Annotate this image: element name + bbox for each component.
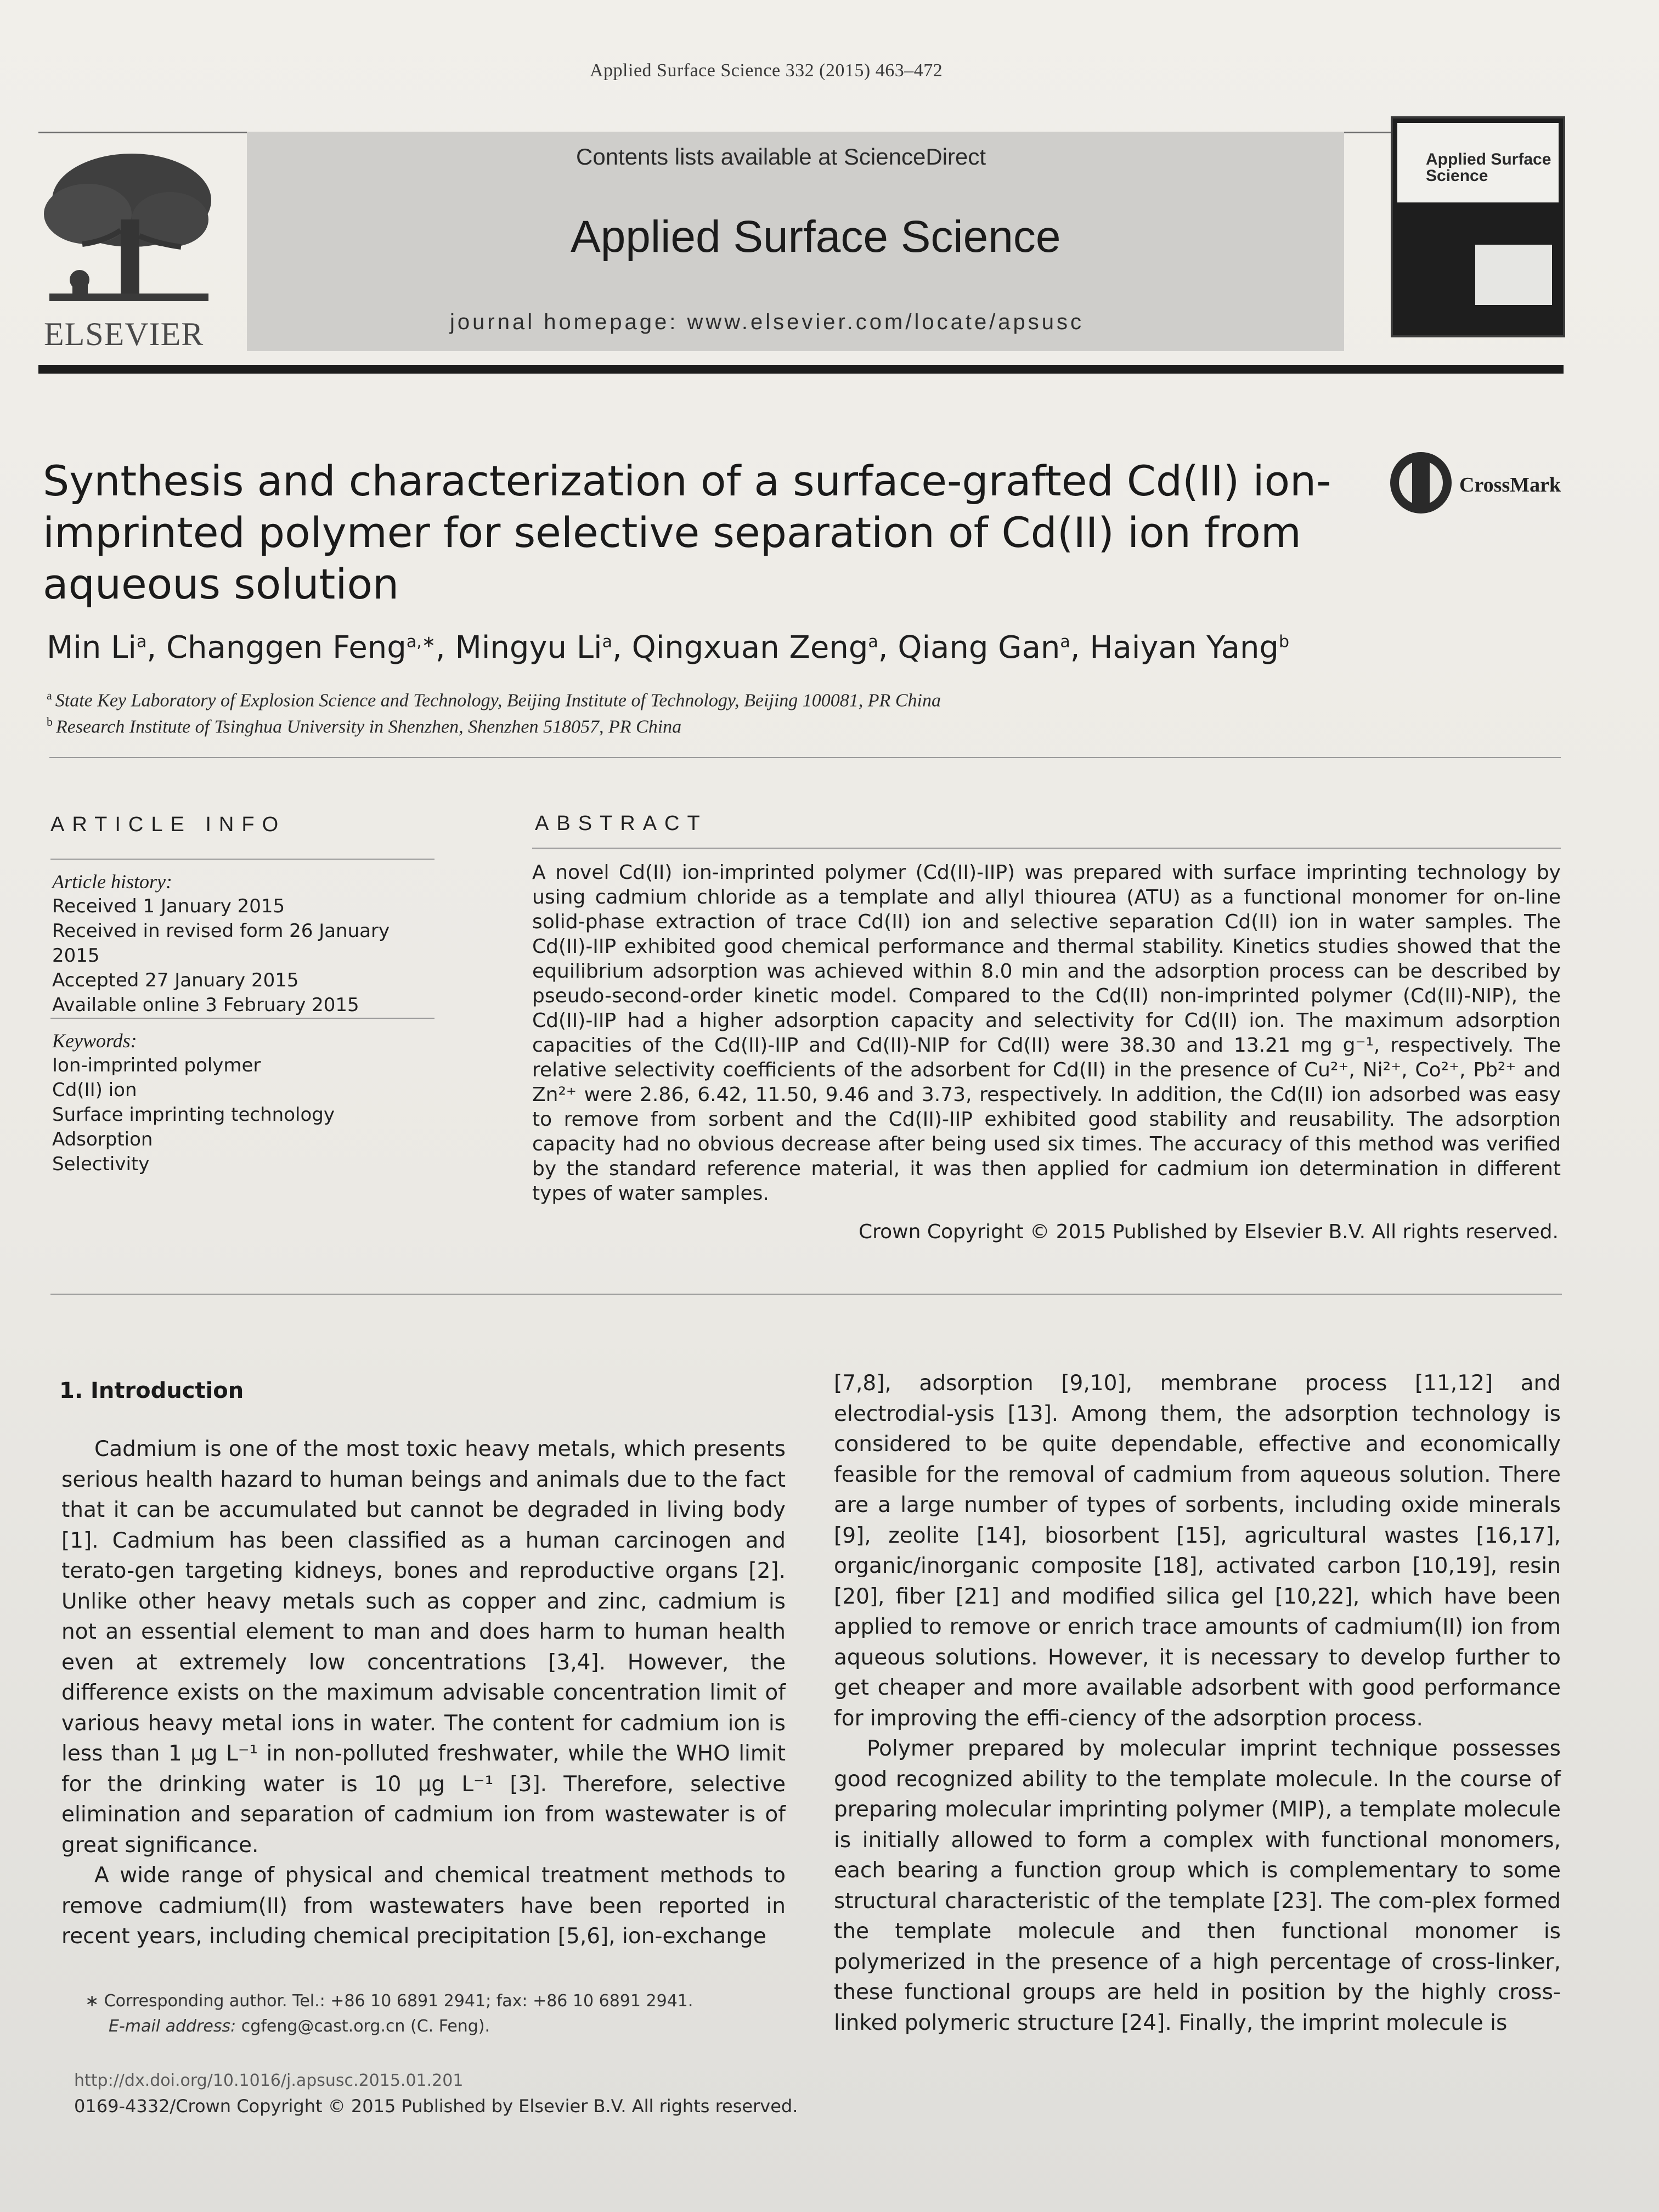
author: Haiyan Yang [1090,630,1279,665]
abstract-heading: ABSTRACT [535,812,708,835]
masthead-rule [38,365,1564,374]
body-column-right [834,1368,1561,2038]
history-item: Accepted 27 January 2015 [52,969,299,991]
contents-line: Contents lists available at ScienceDirect [576,144,986,170]
keywords [52,1029,436,1177]
journal-cover [1391,116,1565,337]
issn-line: 0169-4332/Crown Copyright © 2015 Published by Elsevier B.V. All rights reserved. [74,2096,798,2117]
keyword: Adsorption [52,1128,153,1150]
affiliation-a: $^a$ State Key Laboratory of Explosion Science and Technology, Beijing Institute of Technology, Beijing 100081, PR China [47,689,941,711]
keyword: Cd(II) ion [52,1079,137,1101]
history-heading: Article history: [52,871,172,893]
history-item: Received in revised form 26 January 2015 [52,920,390,967]
journal-homepage: journal homepage: www.elsevier.com/locate/apsusc [450,310,1085,334]
article-history [52,870,436,1018]
divider [49,757,1561,758]
article-title: Synthesis and characterization of a surface-grafted Cd(II) ion-imprinted polymer for selective separation of Cd(II) ion from aqueous solution [43,456,1331,608]
history-item: Available online 3 February 2015 [52,994,359,1016]
author-list: Min Li$^a$, Changgen Feng$^{a,∗}$, Mingyu Li$^a$, Qingxuan Zeng$^a$, Qiang Gan$^a$, Haiyan Yang$^b$ [47,630,1290,665]
article-info-heading: ARTICLE INFO [50,813,286,836]
cover-title: Applied Surface Science [1426,150,1551,185]
email-note: E-mail address: cgfeng@cast.org.cn (C. Feng). [109,2017,490,2036]
tree-icon [38,148,214,313]
corresponding-author-note: ∗ Corresponding author. Tel.: +86 10 6891 2941; fax: +86 10 6891 2941. [85,1991,693,2011]
paragraph: Cadmium is one of the most toxic heavy metals, which presents serious health hazard to human beings and animals due to the fact that it can be accumulated but cannot be degraded in living body [1]. Cadmium has been classified as a human carcinogen and terato-gen targeting kidneys, bones and reproductive organs [2]. Unlike other heavy metals such as copper and zinc, cadmium is not an essential element to man and does harm to human health even at extremely low concentrations [3,4]. However, the difference exists on the maximum advisable concentration limit of various heavy metal ions in water. The content for cadmium ion is less than 1 μg L⁻¹ in non-polluted freshwater, while the WHO limit for the drinking water is 10 μg L⁻¹ [3]. Therefore, selective elimination and separation of cadmium ion from wastewater is of great significance. [61,1437,786,1858]
crossmark-icon[interactable] [1388,450,1454,516]
body-column-left [61,1434,786,1952]
author: Changgen Feng [166,630,407,665]
paragraph: [7,8], adsorption [9,10], membrane process [11,12] and electrodial-ysis [13]. Among them, the adsorption technology is considered to be quite dependable, effective and economically feasible for the removal of cadmium from aqueous solution. There are a large number of types of sorbents, including oxide minerals [9], zeolite [14], biosorbent [15], agricultural wastes [16,17], organic/inorganic composite [18], activated carbon [10,19], resin [20], fiber [21] and modified silica gel [10,22], which have been applied to remove or enrich trace amounts of cadmium(II) ion from aqueous solutions. However, it is necessary to develop further to get cheaper and more available adsorbent with good performance for improving the effi-ciency of the adsorption process. [834,1371,1561,1731]
crossmark-label[interactable]: CrossMark [1459,473,1561,496]
divider [50,1294,1562,1295]
affiliation-b: $^b$ Research Institute of Tsinghua University in Shenzhen, Shenzhen 518057, PR China [47,715,682,737]
author: Min Li [47,630,137,665]
author: Qingxuan Zeng [631,630,868,665]
keyword: Ion-imprinted polymer [52,1054,261,1076]
author: Qiang Gan [898,630,1060,665]
cover-graphic [1475,245,1552,305]
author: Mingyu Li [455,630,602,665]
keyword: Selectivity [52,1153,150,1175]
running-head: Applied Surface Science 332 (2015) 463–472 [590,60,943,81]
abstract-copyright: Crown Copyright © 2015 Published by Elsevier B.V. All rights reserved. [859,1221,1559,1243]
section-heading: 1. Introduction [59,1378,244,1403]
abstract-text: A novel Cd(II) ion-imprinted polymer (Cd(II)-IIP) was prepared with surface imprinting technology by using cadmium chloride as a template and allyl thiourea (ATU) as a functional monomer for on-line solid-phase extraction of trace Cd(II) ion and selective separation Cd(II) ion in water samples. The Cd(II)-IIP exhibited good chemical performance and thermal stability. Kinetics studies showed that the equilibrium adsorption was achieved within 8.0 min and the adsorption process can be described by pseudo-second-order kinetic model. Compared to the Cd(II) non-imprinted polymer (Cd(II)-NIP), the Cd(II)-IIP had a higher adsorption capacity and selectivity for Cd(II) ion. The maximum adsorption capacities of the Cd(II)-IIP and Cd(II)-NIP for Cd(II) were 38.30 and 13.21 mg g⁻¹, respectively. The relative selectivity coefficients of the adsorbent for Cd(II) in the presence of Cu²⁺, Ni²⁺, Co²⁺, Pb²⁺ and Zn²⁺ were 2.86, 6.42, 11.50, 9.46 and 3.73, respectively. In addition, the Cd(II) ion adsorbed was easy to remove from sorbent and the Cd(II)-IIP exhibited good stability and reusability. The adsorption capacity had no obvious decrease after being used six times. The accuracy of this method was verified by the standard reference material, it was then applied for cadmium ion determination in different types of water samples. [532,861,1561,1205]
doi-link[interactable]: http://dx.doi.org/10.1016/j.apsusc.2015.01.201 [74,2071,464,2090]
paragraph: A wide range of physical and chemical treatment methods to remove cadmium(II) from wastewaters have been reported in recent years, including chemical precipitation [5,6], ion-exchange [61,1863,786,1949]
history-item: Received 1 January 2015 [52,895,285,917]
keywords-heading: Keywords: [52,1030,137,1052]
journal-title: Applied Surface Science [571,212,1061,262]
paragraph: Polymer prepared by molecular imprint technique possesses good recognized ability to the template molecule. In the course of preparing molecular imprinting polymer (MIP), a template molecule is initially allowed to form a complex with functional monomers, each bearing a function group which is complementary to some structural characteristic of the template [23]. The com-plex formed the template molecule and then functional monomer is polymerized in the presence of a high percentage of cross-linker, these functional groups are held in position by the highly cross-linked polymeric structure [24]. Finally, the imprint molecule is [834,1736,1561,2035]
keyword: Surface imprinting technology [52,1104,335,1126]
email-link[interactable]: cgfeng@cast.org.cn (C. Feng). [241,2017,490,2036]
elsevier-wordmark: ELSEVIER [44,316,204,352]
